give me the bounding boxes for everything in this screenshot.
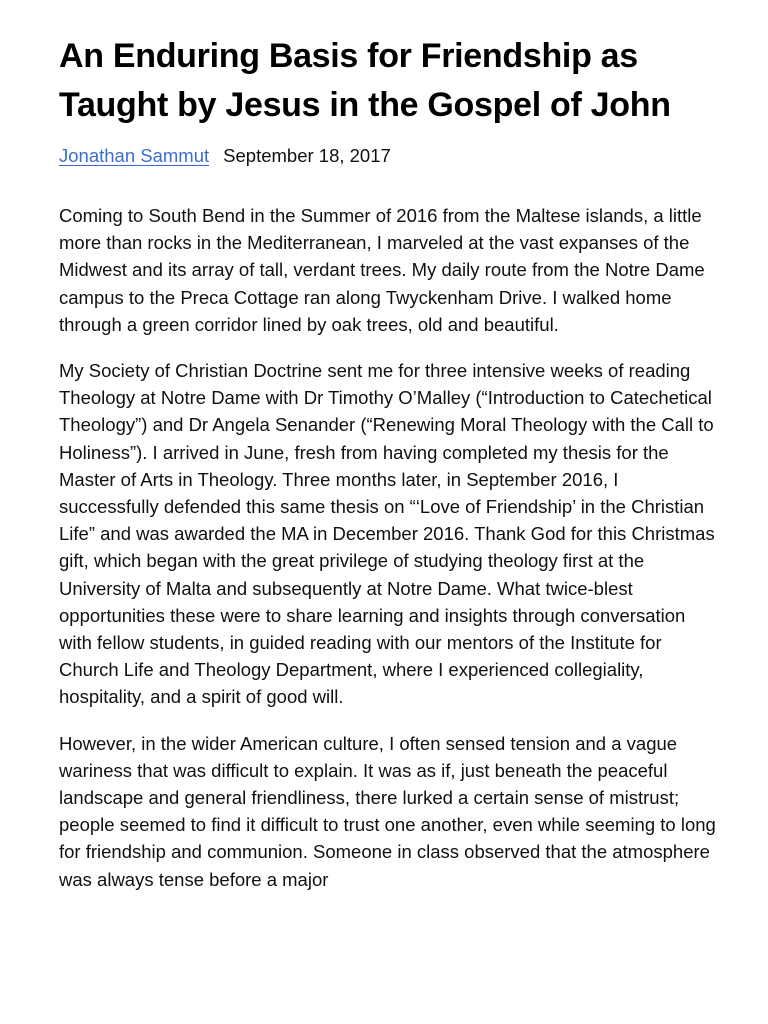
paragraph-1: Coming to South Bend in the Summer of 2016 from the Maltese islands, a little more than rocks in the Mediterranean, I marveled at the vast expanses of the Midwest and its array of tall, verdant trees. My daily route from the Notre Dame campus to the Preca Cottage ran along Twyckenham Drive. I walked home through a green corridor lined by oak trees, old and beautiful. bbox=[59, 205, 705, 335]
paragraph-2: My Society of Christian Doctrine sent me for three intensive weeks of reading Theology at Notre Dame with Dr Timothy O’Malley (“Introduction to Catechetical Theology”) and Dr Angela Senander (“Renewing Moral Theology with the Call to Holiness”). I arrived in June, fresh from having completed my thesis for the Master of Arts in Theology. Three months later, in September 2016, I successfully defended this same thesis on “‘Love of Friendship’ in the Christian Life” and was awarded the MA in December 2016. Thank God for this Christmas gift, which began with the great privilege of studying theology first at the University of Malta and subsequently at Notre Dame. What twice-blest opportunities these were to share learning and insights through conversation with fellow students, in guided reading with our mentors of the Institute for Church Life and Theology Department, where I experienced collegiality, hospitality, and a spirit of good will. bbox=[59, 360, 715, 708]
paragraph-3: However, in the wider American culture, I often sensed tension and a vague wariness that was difficult to explain. It was as if, just beneath the peaceful landscape and general friendliness, there lurked a certain sense of mistrust; people seemed to find it difficult to trust one another, even while seeming to long for friendship and communion. Someone in class observed that the atmosphere was always tense before a major bbox=[59, 732, 716, 890]
article bbox=[59, 32, 719, 912]
byline bbox=[59, 144, 719, 168]
publish-date: September 18, 2017 bbox=[223, 145, 391, 166]
article-body bbox=[59, 202, 719, 893]
article-title: An Enduring Basis for Friendship as Taught by Jesus in the Gospel of John bbox=[59, 37, 671, 124]
author-link[interactable]: Jonathan Sammut bbox=[59, 145, 210, 166]
